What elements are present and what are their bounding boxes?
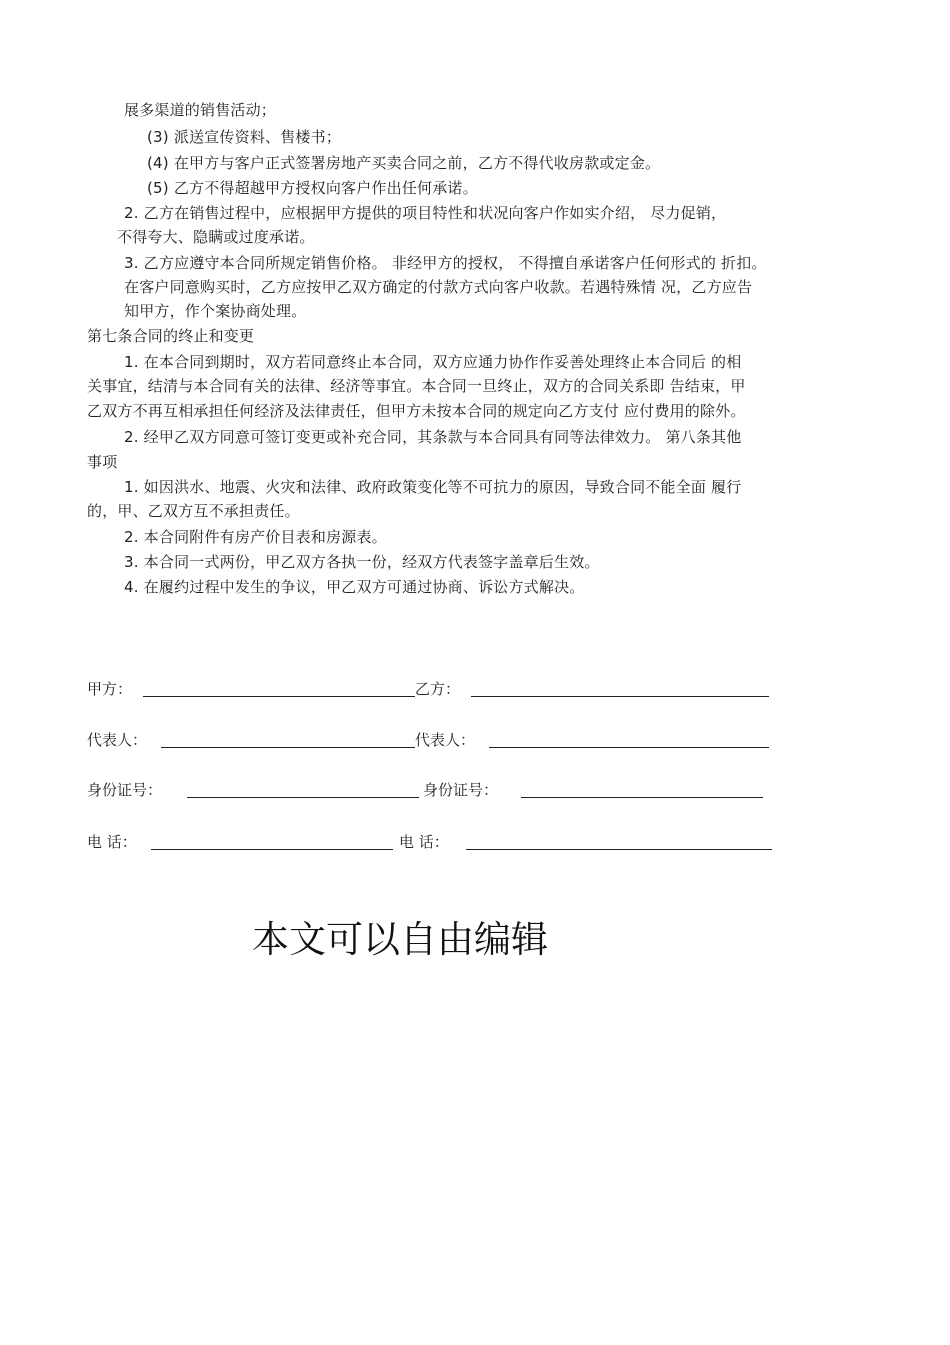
art7-clause-1-line-3: 乙双方不再互相承担任何经济及法律责任，但甲方未按本合同的规定向乙方支付 应付费用的除外。 [87,402,746,420]
art7-clause-2-line-2: 事项 [87,453,118,471]
art7-clause-1-line-2: 关事宜，结清与本合同有关的法律、经济等事宜。本合同一旦终止，双方的合同关系即 告结束，甲 [87,377,746,395]
rep-a-label: 代表人： [87,731,148,749]
rep-a-signature-line[interactable] [161,747,415,748]
list-item-3: (3) 派送宣传资料、售楼书； [147,128,342,146]
art8-clause-3: 3. 本合同一式两份，甲乙双方各执一份，经双方代表签字盖章后生效。 [124,553,600,571]
art7-clause-1-line-1: 1. 在本合同到期时，双方若同意终止本合同，双方应通力协作作妥善处理终止本合同后 的相 [124,353,742,371]
list-item-5: (5) 乙方不得超越甲方授权向客户作出任何承诺。 [147,179,478,197]
id-b-line[interactable] [521,797,763,798]
art8-clause-1-line-1: 1. 如因洪水、地震、火灾和法律、政府政策变化等不可抗力的原因，导致合同不能全面 履行 [124,478,742,496]
party-b-signature-line[interactable] [471,696,769,697]
party-a-label: 甲方： [87,680,133,698]
list-item-4: (4) 在甲方与客户正式签署房地产买卖合同之前，乙方不得代收房款或定金。 [147,154,661,172]
art8-clause-2: 2. 本合同附件有房产价目表和房源表。 [124,528,387,546]
art8-clause-4: 4. 在履约过程中发生的争议，甲乙双方可通过协商、诉讼方式解决。 [124,578,585,596]
party-b-label: 乙方： [415,680,461,698]
rep-b-label: 代表人： [415,731,476,749]
section-heading-7: 第七条合同的终止和变更 [87,327,255,345]
party-a-signature-line[interactable] [143,696,415,697]
editable-note: 本文可以自由编辑 [252,918,548,961]
rep-b-signature-line[interactable] [489,747,769,748]
id-a-line[interactable] [187,797,419,798]
clause-2-line-1: 2. 乙方在销售过程中，应根据甲方提供的项目特性和状况向客户作如实介绍， 尽力促销， [124,204,727,222]
id-a-label: 身份证号： [87,781,163,799]
text-line-1: 展多渠道的销售活动； [124,101,277,119]
clause-3-line-2: 在客户同意购买时，乙方应按甲乙双方确定的付款方式向客户收款。若遇特殊情 况，乙方应告 [124,278,753,296]
phone-a-line[interactable] [151,849,393,850]
art8-clause-1-line-2: 的，甲、乙双方互不承担责任。 [87,502,300,520]
id-b-label: 身份证号： [423,781,499,799]
phone-a-label: 电 话： [87,833,137,851]
phone-b-line[interactable] [466,849,772,850]
clause-3-line-1: 3. 乙方应遵守本合同所规定销售价格。 非经甲方的授权， 不得擅自承诺客户任何形式的 折扣。 [124,254,767,272]
phone-b-label: 电 话： [399,833,449,851]
art7-clause-2-line-1: 2. 经甲乙双方同意可签订变更或补充合同，其条款与本合同具有同等法律效力。 第八条其他 [124,428,742,446]
clause-3-line-3: 知甲方，作个案协商处理。 [124,302,307,320]
clause-2-line-2: 不得夸大、隐瞒或过度承诺。 [117,228,315,246]
